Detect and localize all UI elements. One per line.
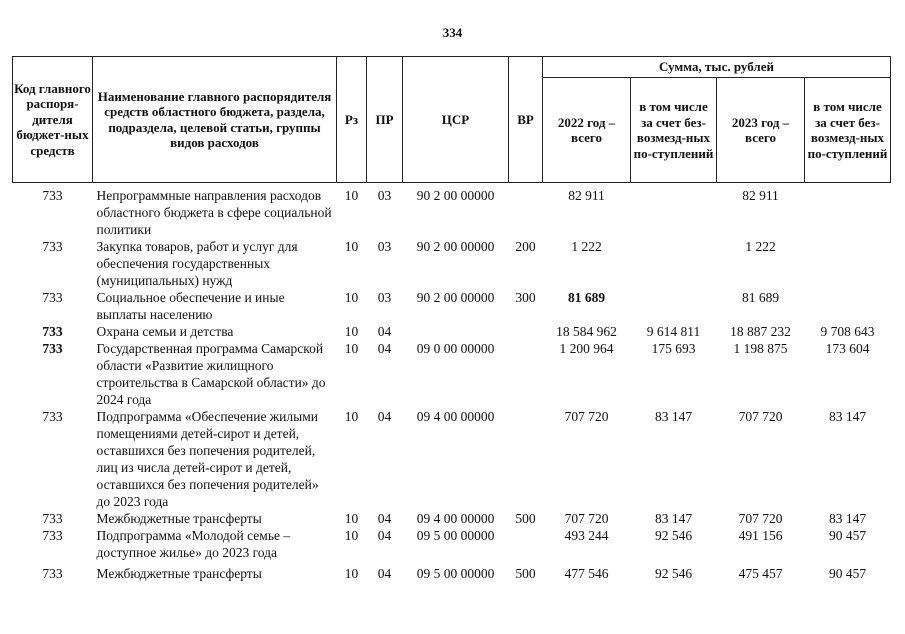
cell-2022-free: 83 147 bbox=[654, 409, 693, 424]
cell-code: 733 bbox=[42, 511, 63, 526]
cell-2022-total: 18 584 962 bbox=[556, 324, 617, 339]
cell-2022-total: 707 720 bbox=[564, 409, 609, 424]
cell-2023-total: 82 911 bbox=[742, 188, 779, 203]
table-row bbox=[13, 510, 891, 527]
cell-rz: 10 bbox=[344, 239, 359, 254]
cell-csr: 09 4 00 00000 bbox=[416, 409, 495, 424]
cell-code: 733 bbox=[42, 409, 63, 424]
cell-csr: 09 5 00 00000 bbox=[416, 566, 495, 581]
cell-rz: 10 bbox=[344, 341, 359, 356]
cell-pr: 04 bbox=[377, 511, 392, 526]
cell-name: Подпрограмма «Обеспечение жилыми помещениями детей-сирот и детей, оставшихся без попечения родителей, лиц из числа детей-сирот и детей, оставшихся без попечения родителей» до 2023 года bbox=[96, 409, 319, 509]
cell-name: Социальное обеспечение и иные выплаты населению bbox=[96, 290, 285, 322]
cell-2022-total: 81 689 bbox=[567, 290, 606, 305]
cell-2023-free: 90 457 bbox=[828, 528, 867, 543]
table-row bbox=[13, 527, 891, 561]
cell-name: Подпрограмма «Молодой семье – доступное жилье» до 2023 года bbox=[96, 528, 291, 560]
cell-vr: 500 bbox=[515, 566, 536, 581]
cell-code: 733 bbox=[42, 324, 63, 339]
cell-2022-total: 707 720 bbox=[564, 511, 609, 526]
cell-2022-total: 493 244 bbox=[564, 528, 609, 543]
header-csr: ЦСР bbox=[403, 57, 509, 183]
cell-2022-free: 83 147 bbox=[654, 511, 693, 526]
table-row bbox=[13, 238, 891, 289]
cell-rz: 10 bbox=[344, 409, 359, 424]
cell-2023-free bbox=[805, 238, 891, 289]
cell-2023-free: 83 147 bbox=[828, 409, 867, 424]
cell-pr: 04 bbox=[377, 324, 392, 339]
cell-vr bbox=[509, 323, 543, 340]
cell-2022-free: 9 614 811 bbox=[646, 324, 701, 339]
cell-rz: 10 bbox=[344, 324, 359, 339]
cell-2023-total: 707 720 bbox=[738, 409, 783, 424]
header-2023-total: 2023 год – всего bbox=[717, 78, 805, 183]
cell-2022-total: 1 200 964 bbox=[559, 341, 614, 356]
cell-pr: 04 bbox=[377, 409, 392, 424]
cell-name: Непрограммные направления расходов областного бюджета в сфере социальной политики bbox=[96, 188, 332, 237]
cell-2022-total: 82 911 bbox=[568, 188, 605, 203]
header-sum-group: Сумма, тыс. рублей bbox=[543, 57, 891, 78]
cell-rz: 10 bbox=[344, 290, 359, 305]
cell-2023-total: 18 887 232 bbox=[730, 324, 791, 339]
cell-rz: 10 bbox=[344, 528, 359, 543]
cell-csr bbox=[403, 323, 509, 340]
cell-2022-total: 1 222 bbox=[571, 239, 602, 254]
cell-name: Охрана семьи и детства bbox=[96, 324, 234, 339]
cell-vr: 300 bbox=[515, 290, 536, 305]
cell-pr: 03 bbox=[377, 290, 392, 305]
header-2022-total: 2022 год – всего bbox=[543, 78, 631, 183]
cell-csr: 90 2 00 00000 bbox=[416, 239, 495, 254]
budget-table bbox=[12, 56, 891, 582]
table-header bbox=[13, 57, 891, 183]
cell-2023-total: 491 156 bbox=[738, 528, 783, 543]
cell-rz: 10 bbox=[344, 566, 359, 581]
cell-vr bbox=[509, 340, 543, 408]
table-row bbox=[13, 561, 891, 582]
cell-vr bbox=[509, 408, 543, 510]
header-2023-free: в том числе за счет без-возмезд-ных по-ступлений bbox=[805, 78, 891, 183]
header-2022-free: в том числе за счет без-возмезд-ных по-ступлений bbox=[631, 78, 717, 183]
cell-2023-free: 173 604 bbox=[825, 341, 870, 356]
cell-rz: 10 bbox=[344, 511, 359, 526]
table-body bbox=[13, 183, 891, 583]
cell-name: Межбюджетные трансферты bbox=[96, 566, 262, 581]
cell-2023-total: 1 198 875 bbox=[733, 341, 788, 356]
cell-2022-free bbox=[631, 238, 717, 289]
cell-csr: 09 5 00 00000 bbox=[416, 528, 495, 543]
cell-pr: 04 bbox=[377, 528, 392, 543]
table-row bbox=[13, 340, 891, 408]
cell-code: 733 bbox=[42, 188, 63, 203]
cell-code: 733 bbox=[42, 528, 63, 543]
cell-pr: 04 bbox=[377, 566, 392, 581]
table-row bbox=[13, 323, 891, 340]
header-name: Наименование главного распорядителя средств областного бюджета, раздела, подраздела, целевой статьи, группы видов расходов bbox=[93, 57, 337, 183]
cell-2023-free: 90 457 bbox=[828, 566, 867, 581]
cell-2022-free bbox=[631, 289, 717, 323]
header-rz: Рз bbox=[337, 57, 367, 183]
cell-2022-free: 92 546 bbox=[654, 528, 693, 543]
cell-name: Государственная программа Самарской области «Развитие жилищного строительства в Самарской области» до 2024 года bbox=[96, 341, 326, 407]
page-number: 334 bbox=[442, 25, 463, 40]
header-code: Код главного распоря-дителя бюджет-ных средств bbox=[13, 57, 93, 183]
cell-csr: 09 4 00 00000 bbox=[416, 511, 495, 526]
cell-vr bbox=[509, 527, 543, 561]
cell-2023-total: 707 720 bbox=[738, 511, 783, 526]
cell-2023-free bbox=[805, 187, 891, 238]
cell-name: Межбюджетные трансферты bbox=[96, 511, 262, 526]
cell-pr: 03 bbox=[377, 188, 392, 203]
cell-2022-total: 477 546 bbox=[564, 566, 609, 581]
cell-code: 733 bbox=[42, 239, 63, 254]
cell-csr: 90 2 00 00000 bbox=[416, 290, 495, 305]
cell-2022-free bbox=[631, 187, 717, 238]
cell-2023-total: 1 222 bbox=[745, 239, 776, 254]
cell-pr: 03 bbox=[377, 239, 392, 254]
cell-vr: 500 bbox=[515, 511, 536, 526]
cell-vr bbox=[509, 187, 543, 238]
cell-code: 733 bbox=[42, 290, 63, 305]
cell-2022-free: 175 693 bbox=[651, 341, 696, 356]
table-row bbox=[13, 187, 891, 238]
cell-2023-total: 475 457 bbox=[738, 566, 783, 581]
cell-pr: 04 bbox=[377, 341, 392, 356]
header-vr: ВР bbox=[509, 57, 543, 183]
cell-code: 733 bbox=[42, 341, 63, 356]
cell-2023-total: 81 689 bbox=[741, 290, 780, 305]
cell-code: 733 bbox=[42, 566, 63, 581]
table-row bbox=[13, 289, 891, 323]
cell-csr: 90 2 00 00000 bbox=[416, 188, 495, 203]
cell-2023-free: 9 708 643 bbox=[820, 324, 875, 339]
cell-2022-free: 92 546 bbox=[654, 566, 693, 581]
header-pr: ПР bbox=[367, 57, 403, 183]
cell-2023-free: 83 147 bbox=[828, 511, 867, 526]
table-row bbox=[13, 408, 891, 510]
cell-csr: 09 0 00 00000 bbox=[416, 341, 495, 356]
cell-rz: 10 bbox=[344, 188, 359, 203]
cell-vr: 200 bbox=[515, 239, 536, 254]
cell-2023-free bbox=[805, 289, 891, 323]
cell-name: Закупка товаров, работ и услуг для обеспечения государственных (муниципальных) нужд bbox=[96, 239, 298, 288]
